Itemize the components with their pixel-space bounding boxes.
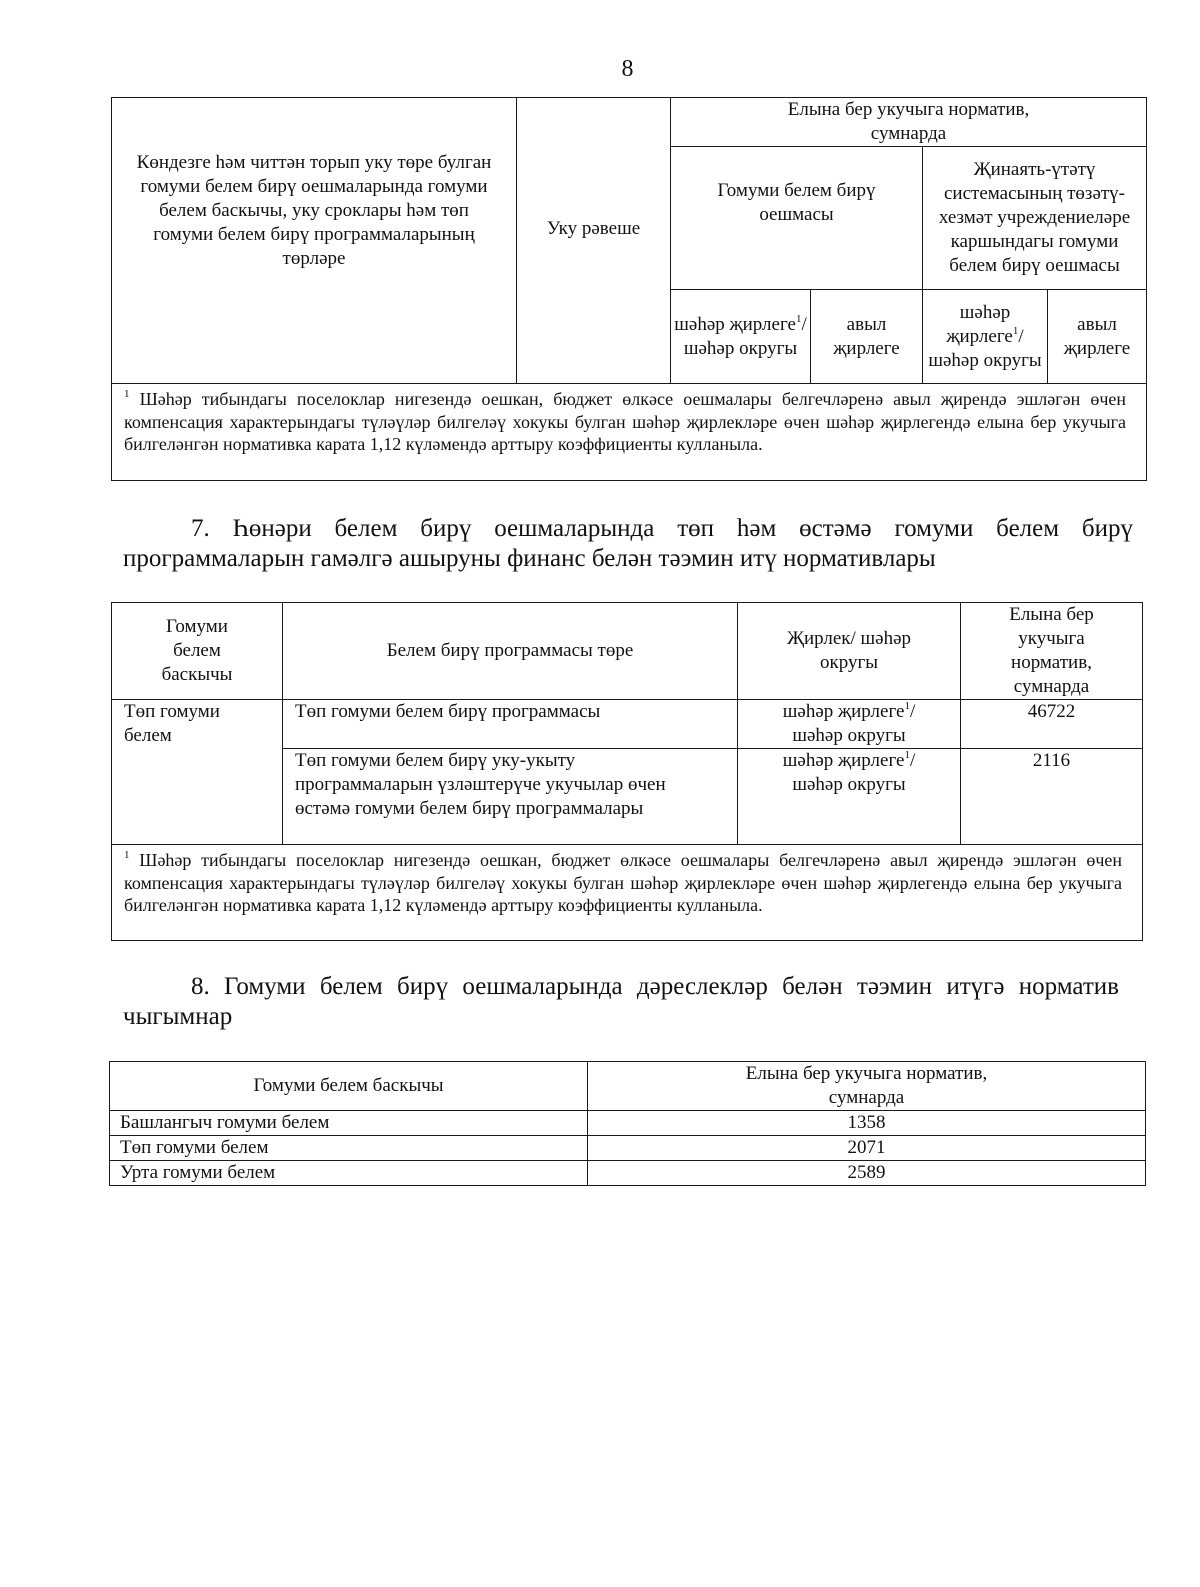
table-norms-general xyxy=(111,97,1147,481)
group-header-general: Гомуми белем бирү оешмасы xyxy=(671,147,923,290)
table-row-level: Төп гомуми белем xyxy=(110,1136,588,1161)
table-row-level: Урта гомуми белем xyxy=(110,1161,588,1186)
col-header-level: Көндезге һәм читтән торып уку төре булган гомуми белем бирү оешмаларында гомуми белем баскычы, уку сроклары һәм төп гомуми белем бирү программаларының төрләре xyxy=(112,98,517,384)
col-header-norm: Елына бер укучыга норматив, сумнарда xyxy=(671,98,1147,147)
norm-cell: 46722 xyxy=(961,700,1143,749)
col-header-settlement: Җирлек/ шәһәр округы xyxy=(738,603,961,700)
norm-cell: 2116 xyxy=(961,749,1143,845)
rural-header-2: авыл җирлеге xyxy=(1048,290,1147,384)
rural-header-1: авыл җирлеге xyxy=(811,290,923,384)
col-header-norm: Елына бер укучыга норматив, сумнарда xyxy=(588,1062,1146,1111)
table-row-level: Башлангыч гомуми белем xyxy=(110,1111,588,1136)
table-norms-vocational xyxy=(111,602,1143,941)
footnote-1: $^1$ Шәһәр тибындагы поселоклар нигезендә оешкан, бюджет өлкәсе оешмалары белгечләренә авыл җирендә эшләгән өчен компенсация характерындагы түләүләр билгеләү хокукы булган шәһәр җирлекләре өчен шәһәр җирлегендә елына бер укучыга билгеләнгән нормативка карата 1,12 күләмендә арттыру коэффициенты кулланыла. xyxy=(112,384,1147,481)
col-header-level: Гомуми белем баскычы xyxy=(110,1062,588,1111)
settlement-cell: шәһәр җирлеге$^1$/ шәһәр округы xyxy=(738,749,961,845)
page-number: 8 xyxy=(621,56,634,82)
table-row-norm: 2589 xyxy=(588,1161,1146,1186)
section-8-heading: 8. Гомуми белем бирү оешмаларында дәреслекләр белән тәэмин итүгә норматив чыгымнар xyxy=(123,973,1119,1030)
col-header-level: Гомуми белем баскычы xyxy=(112,603,283,700)
urban-header-1: шәһәр җирлеге$^1$/ шәһәр округы xyxy=(671,290,811,384)
col-header-program: Белем бирү программасы төре xyxy=(283,603,738,700)
col-header-form: Уку рәвеше xyxy=(517,98,671,384)
program-cell: Төп гомуми белем бирү уку-укыту программаларын үзләштерүче укучылар өчен өстәмә гомуми белем бирү программалары xyxy=(283,749,738,845)
group-header-corrective: Җинаять-үтәтү системасының төзәтү-хезмәт учреждениеләре каршындагы гомуми белем бирү оешмасы xyxy=(923,147,1147,290)
program-cell: Төп гомуми белем бирү программасы xyxy=(283,700,738,749)
settlement-cell: шәһәр җирлеге$^1$/ шәһәр округы xyxy=(738,700,961,749)
col-header-norm: Елына бер укучыга норматив, сумнарда xyxy=(961,603,1143,700)
footnote-2: $^1$ Шәһәр тибындагы поселоклар нигезендә оешкан, бюджет өлкәсе оешмалары белгечләренә авыл җирендә эшләгән өчен компенсация характерындагы түләүләр билгеләү хокукы булган шәһәр җирлекләре өчен шәһәр җирлегендә елына бер укучыга билгеләнгән нормативка карата 1,12 күләмендә арттыру коэффициенты кулланыла. xyxy=(112,845,1143,941)
level-cell: Төп гомуми белем xyxy=(112,700,283,845)
table-row-norm: 1358 xyxy=(588,1111,1146,1136)
section-7-heading: 7. Һөнәри белем бирү оешмаларында төп һәм өстәмә гомуми белем бирү программаларын гамәлгә ашыруны финанс белән тәэмин итү нормативлары xyxy=(123,515,1133,572)
urban-header-2: шәһәр җирлеге$^1$/ шәһәр округы xyxy=(923,290,1048,384)
table-row-norm: 2071 xyxy=(588,1136,1146,1161)
table-textbook-norms xyxy=(109,1061,1146,1186)
